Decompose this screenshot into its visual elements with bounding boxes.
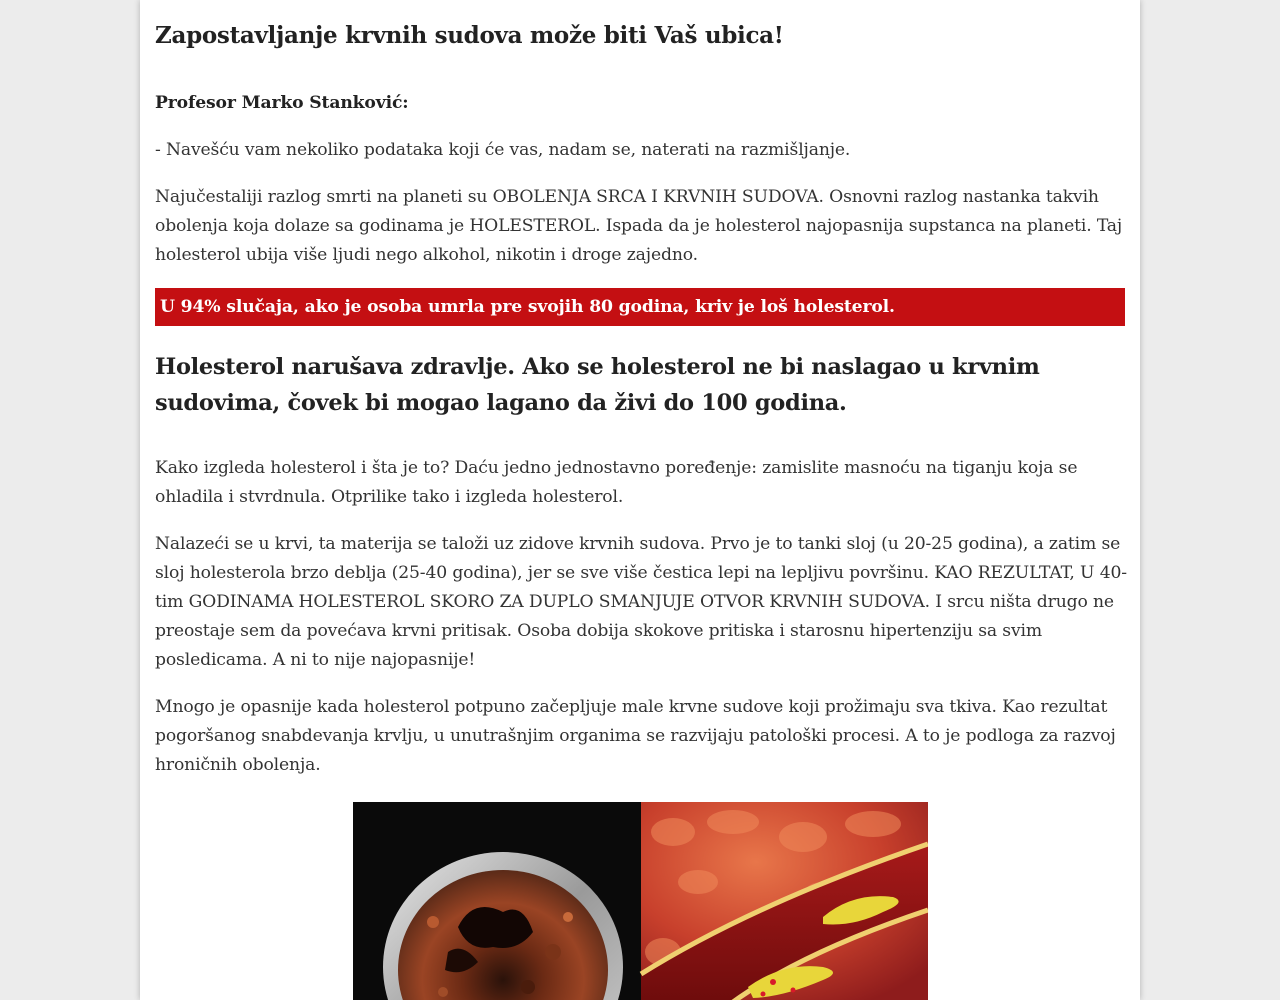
- paragraph-small-vessels: Mnogo je opasnije kada holesterol potpuno začepljuje male krvne sudove koji prožimaju sva tkiva. Kao rezultat pogoršanog snabdevanja krvlju, u unutrašnjim organima se razvijaju patološki procesi. A to je podloga za razvoj hroničnih obolenja.: [155, 697, 1116, 775]
- article-subheading: Holesterol narušava zdravlje. Ako se holesterol ne bi naslagao u krvnim sudovima, čovek bi mogao lagano da živi do 100 godina.: [155, 354, 1040, 416]
- clogged-pipe-image: [353, 802, 641, 1000]
- highlight-banner: U 94% slučaja, ako je osoba umrla pre svojih 80 godina, kriv je loš holesterol.: [155, 288, 1125, 326]
- article-page: [140, 0, 1140, 1000]
- article-author: Profesor Marko Stanković:: [155, 93, 409, 113]
- article-title: Zapostavljanje krvnih sudova može biti Vaš ubica!: [155, 22, 784, 49]
- article-intro: - Navešću vam nekoliko podataka koji će vas, nadam se, naterati na razmišljanje.: [155, 140, 851, 160]
- artery-plaque-image: [641, 802, 928, 1000]
- paragraph-causes-of-death: Najučestaliji razlog smrti na planeti su OBOLENJA SRCA I KRVNIH SUDOVA. Osnovni razlog nastanka takvih obolenja koja dolaze sa godinama je HOLESTEROL. Ispada da je holesterol najopasnija supstanca na planeti. Taj holesterol ubija više ljudi nego alkohol, nikotin i droge zajedno.: [155, 187, 1123, 265]
- article-figure: [353, 802, 928, 1000]
- paragraph-blood-vessel-deposits: Nalazeći se u krvi, ta materija se taloži uz zidove krvnih sudova. Prvo je to tanki sloj (u 20-25 godina), a zatim se sloj holesterola brzo deblja (25-40 godina), jer se sve više čestica lepi na lepljivu površinu. KAO REZULTAT, U 40-tim GODINAMA HOLESTEROL SKORO ZA DUPLO SMANJUJE OTVOR KRVNIH SUDOVA. I srcu ništa drugo ne preostaje sem da povećava krvni pritisak. Osoba dobija skokove pritiska i starosnu hipertenziju sa svim posledicama. A ni to nije najopasnije!: [155, 534, 1127, 670]
- paragraph-what-is-cholesterol: Kako izgleda holesterol i šta je to? Daću jedno jednostavno poređenje: zamislite masnoću na tiganju koja se ohladila i stvrdnula. Otprilike tako i izgleda holesterol.: [155, 458, 1078, 507]
